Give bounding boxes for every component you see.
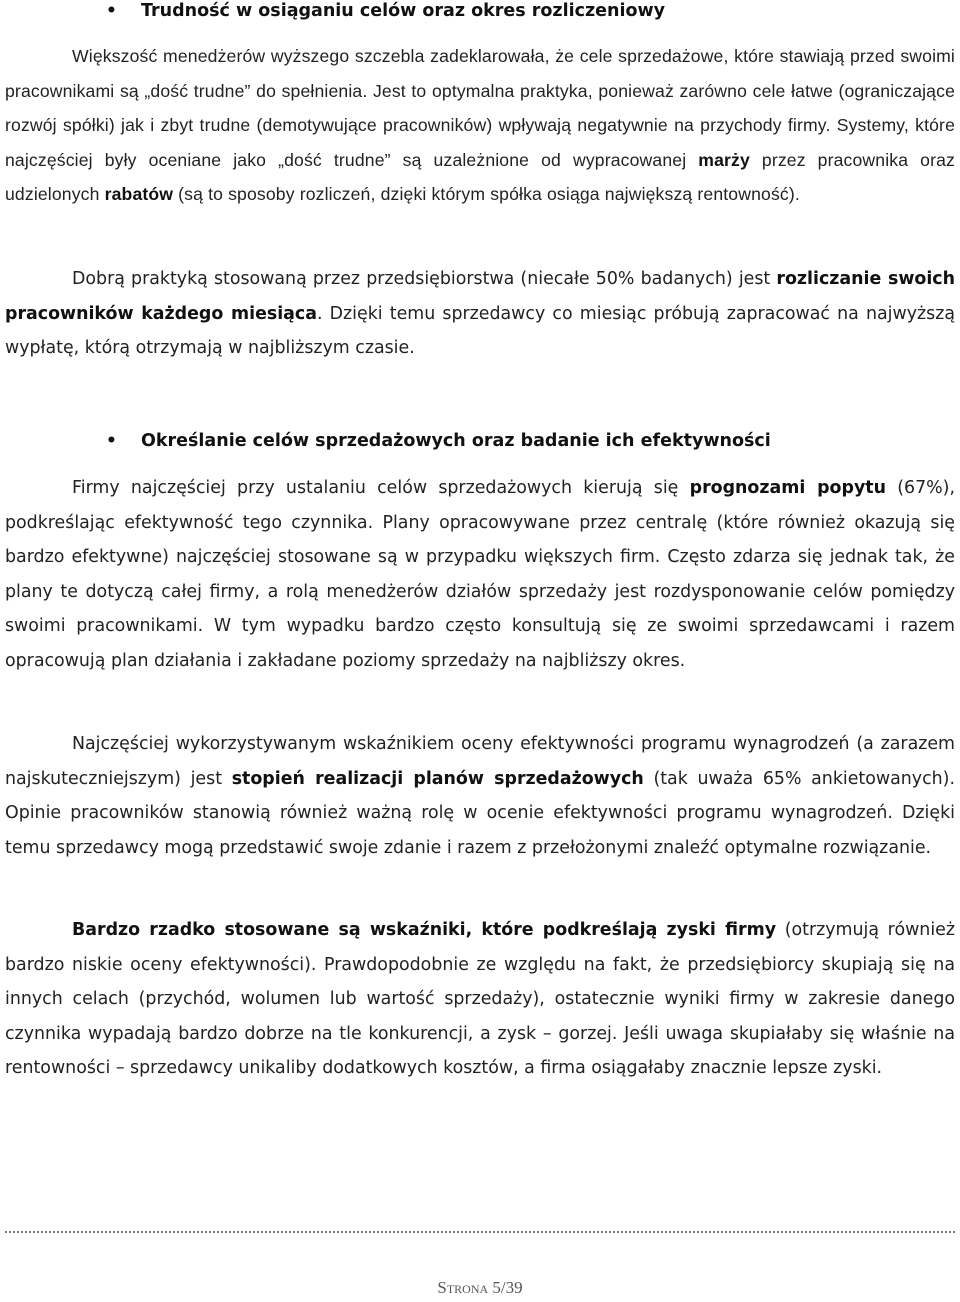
bold-term: rabatów: [104, 184, 174, 205]
page-footer: [0, 1278, 960, 1298]
bullet-icon: •: [106, 431, 117, 451]
paragraph: Najczęściej wykorzystywanym wskaźnikiem oceny efektywności programu wynagrodzeń (a zarazem najskuteczniejszym) jest stopień realizacji planów sprzedażowych (tak uważa 65% ankietowanych). Opinie pracowników stanowią również ważną rolę w ocenie efektywności programu wynagrodzeń. Dzięki temu sprzedawcy mogą przedstawić swoje zdanie i razem z przełożonymi znaleźć optymalne rozwiązanie.: [5, 734, 955, 858]
footer-label: Strona: [437, 1278, 489, 1297]
paragraph: Firmy najczęściej przy ustalaniu celów sprzedażowych kierują się prognozami popytu (67%), podkreślając efektywność tego czynnika. Plany opracowywane przez centralę (które również okazują się bardzo efektywne) najczęściej stosowane są w przypadku większych firm. Często zdarza się jednak tak, że plany te dotyczą całej firmy, a rolą menedżerów działów sprzedaży jest rozdysponowanie celów pomiędzy swoimi pracownikami. W tym wypadku bardzo często konsultują się ze swoimi sprzedawcami i razem opracowują plan działania i zakładane poziomy sprzedaży na najbliższy okres.: [5, 478, 955, 671]
bold-term: stopień realizacji planów sprzedażowych: [231, 768, 644, 789]
footer-divider: [5, 1231, 955, 1233]
paragraph: Dobrą praktyką stosowaną przez przedsiębiorstwa (niecałe 50% badanych) jest rozliczanie swoich pracowników każdego miesiąca. Dzięki temu sprzedawcy co miesiąc próbują zapracować na najwyższą wypłatę, którą otrzymają w najbliższym czasie.: [5, 269, 955, 359]
bold-term: Bardzo rzadko stosowane są wskaźniki, które podkreślają zyski firmy: [72, 920, 777, 940]
paragraph: Bardzo rzadko stosowane są wskaźniki, które podkreślają zyski firmy (otrzymują również bardzo niskie oceny efektywności). Prawdopodobnie ze względu na fakt, że przedsiębiorcy skupiają się na innych celach (przychód, wolumen lub wartość sprzedaży), ostatecznie wyniki firmy w zakresie danego czynnika wypadają bardzo dobrze na tle konkurencji, a zysk – gorzej. Jeśli uwaga skupiałaby się właśnie na rentowności – sprzedawcy unikaliby dodatkowych kosztów, a firma osiągałaby znacznie lepsze zyski.: [5, 920, 955, 1079]
bold-term: marży: [698, 149, 750, 170]
section-heading-text: Trudność w osiąganiu celów oraz okres rozliczeniowy: [141, 1, 666, 21]
paragraph: Większość menedżerów wyższego szczebla zadeklarowała, że cele sprzedażowe, które stawiają przed swoimi pracownikami są „dość trudne” do spełnienia. Jest to optymalna praktyka, ponieważ zarówno cele łatwe (ograniczające rozwój spółki) jak i zbyt trudne (demotywujące pracowników) wpływają negatywnie na przychody firmy. Systemy, które najczęściej były oceniane jako „dość trudne” są uzależnione od wypracowanej marży przez pracownika oraz udzielonych rabatów (są to sposoby rozliczeń, dzięki którym spółka osiąga największą rentowność).: [5, 46, 955, 205]
bold-term: prognozami popytu: [689, 478, 886, 498]
bullet-icon: •: [106, 1, 117, 21]
section-heading-text: Określanie celów sprzedażowych oraz badanie ich efektywności: [141, 431, 771, 451]
page-number: 5/39: [492, 1278, 523, 1297]
bold-term: rozliczanie swoich pracowników każdego miesiąca: [5, 269, 955, 324]
